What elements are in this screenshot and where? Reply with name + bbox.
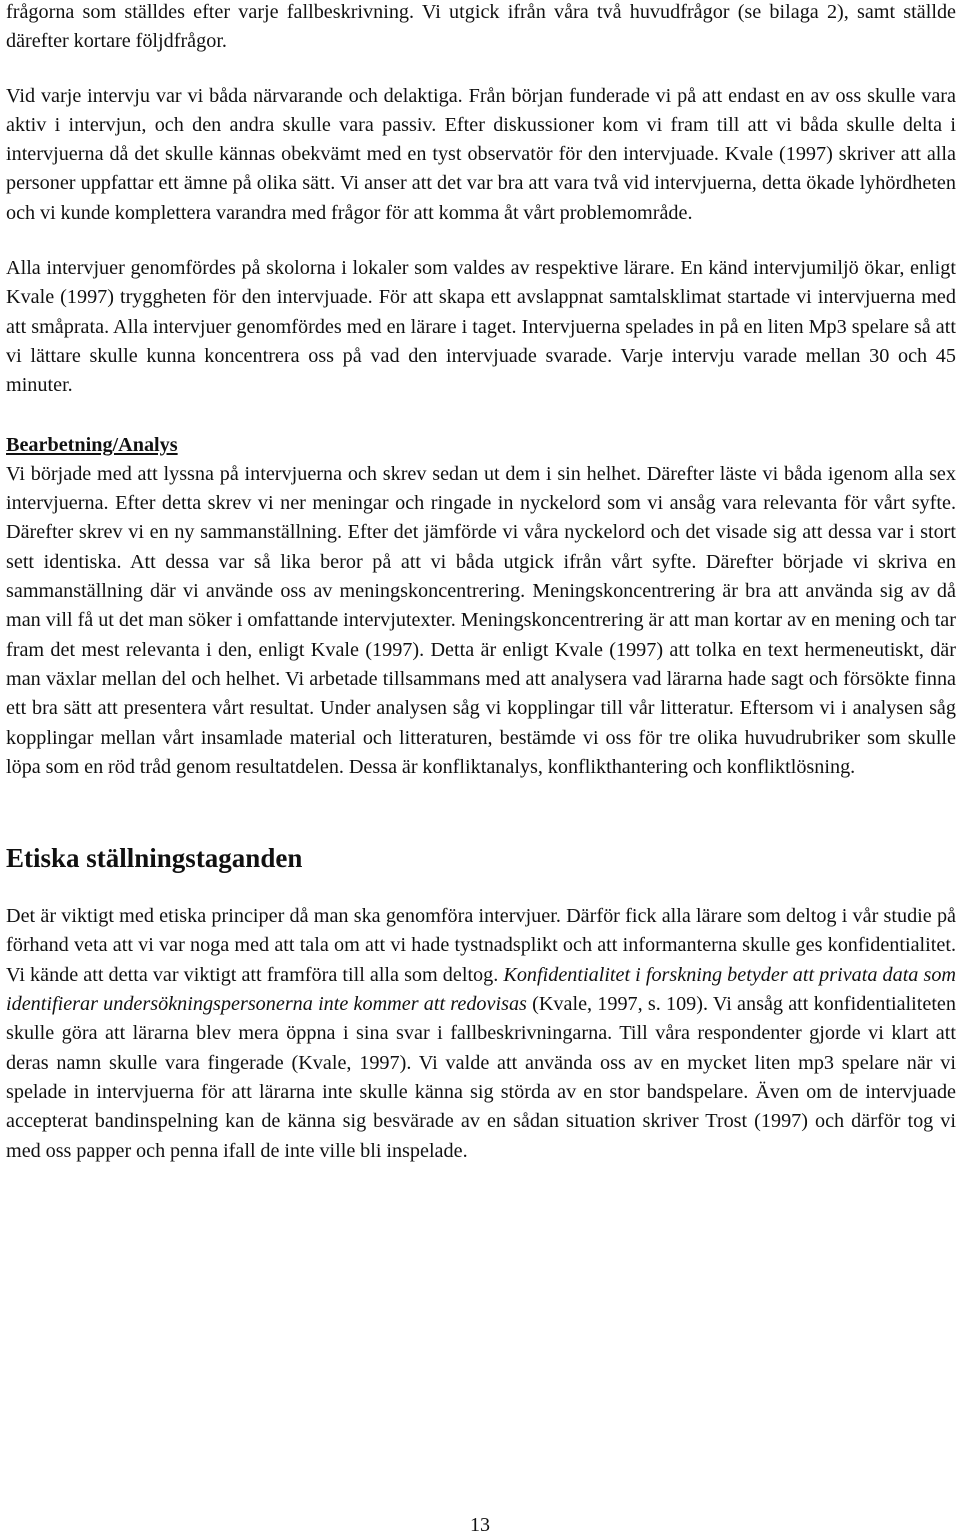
ethics-section-title: Etiska ställningstaganden: [6, 843, 303, 874]
paragraph-interview-questions: frågorna som ställdes efter varje fallbeskrivning. Vi utgick ifrån våra två huvudfrågor (se bilaga 2), samt ställde därefter kortare följdfrågor.: [6, 1, 956, 53]
page-number: 13: [470, 1514, 490, 1536]
paragraph-ethics: [6, 902, 956, 1166]
paragraph-interview-participation: Vid varje intervju var vi båda närvarande och delaktiga. Från början funderade vi på att endast en av oss skulle vara aktiv i intervjun, och den andra skulle vara passiv. Efter diskussioner kom vi fram till att vi båda skulle delta i intervjuerna då det skulle kännas obekvämt med en tyst observatör för den intervjuade. Kvale (1997) skriver att alla personer uppfattar ett ämne på olika sätt. Vi anser att det var bra att vara två vid intervjuerna, detta ökade lyhördheten och vi kunde komplettera varandra med frågor för att komma åt vårt problemområde.: [6, 84, 956, 224]
document-page: [6, 0, 956, 1166]
ethics-text-part1: Det är viktigt med etiska principer då man ska genomföra intervjuer. Därför fick alla lärare som deltog i vår studie på förhand veta att vi var noga med att tala om att vi hade tystnadsplikt och att informanterna skulle ges konfidentialitet. Vi kände att detta var viktigt att framföra till alla som deltog.: [6, 905, 956, 986]
paragraph-analysis: Vi började med att lyssna på intervjuerna och skrev sedan ut dem i sin helhet. Därefter läste vi båda igenom alla sex intervjuerna. Efter detta skrev vi ner meningar och ringade in nyckelord som vi ansåg vara relevanta för vårt syfte. Därefter skrev vi en ny sammanställning. Efter det jämförde vi våra nyckelord och det visade sig att dessa var i stort sett identiska. Att dessa var så lika beror på att vi båda utgick ifrån vårt syfte. Därefter började vi skriva en sammanställning där vi använde oss av meningskoncentrering. Meningskoncentrering är bra att använda sig av då man vill få ut det man söker i omfattande intervjutexter. Meningskoncentrering är att man kortar av en mening och tar fram det mest relevanta i den, enligt Kvale (1997). Detta är enligt Kvale (1997) att tolka en text hermeneutiskt, där man växlar mellan del och helhet. Vi arbetade tillsammans med att analysera vad lärarna hade sagt och försökte finna ett bra sätt att presentera vårt resultat. Under analysen såg vi kopplingar till vår litteratur. Eftersom vi i analysen såg kopplingar mellan vårt insamlade material och litteraturen, bestämde vi oss för tre olika huvudrubriker som skulle löpa som en röd tråd genom resultatdelen. Dessa är konfliktanalys, konflikthantering och konfliktlösning.: [6, 462, 956, 778]
analysis-subheading: Bearbetning/Analys: [6, 433, 178, 456]
analysis-subheading-line: [6, 431, 956, 460]
ethics-text-part2: (Kvale, 1997, s. 109). Vi ansåg att konfidentialiteten skulle göra att lärarna blev mera öppna i sina svar i fallbeskrivningarna. Till våra respondenter gjorde vi klart att deras namn skulle vara fingerade (Kvale, 1997). Vi valde att använda oss av en mycket liten mp3 spelare när vi spelade in intervjuerna för att lärarna inte skulle känna sig störda av en stor bandspelare. Även om de intervjuade accepterat bandinspelning kan de känna sig besvärade av en sådan situation skriver Trost (1997) och därför tog vi med oss papper och penna ifall de inte ville bli inspelade.: [6, 993, 956, 1162]
ethics-quote: Konfidentialitet i forskning betyder att privata data som identifierar undersökningspersonerna inte kommer att redovisas: [6, 963, 956, 1016]
paragraph-interview-location: Alla intervjuer genomfördes på skolorna i lokaler som valdes av respektive lärare. En känd intervjumiljö ökar, enligt Kvale (1997) tryggheten för den intervjuade. För att skapa ett avslappnat samtalsklimat startade vi intervjuerna med att småprata. Alla intervjuer genomfördes med en lärare i taget. Intervjuerna spelades in på en liten Mp3 spelare så att vi lättare skulle kunna koncentrera oss på vad den intervjuade svarade. Varje intervju varade mellan 30 och 45 minuter.: [6, 257, 956, 397]
